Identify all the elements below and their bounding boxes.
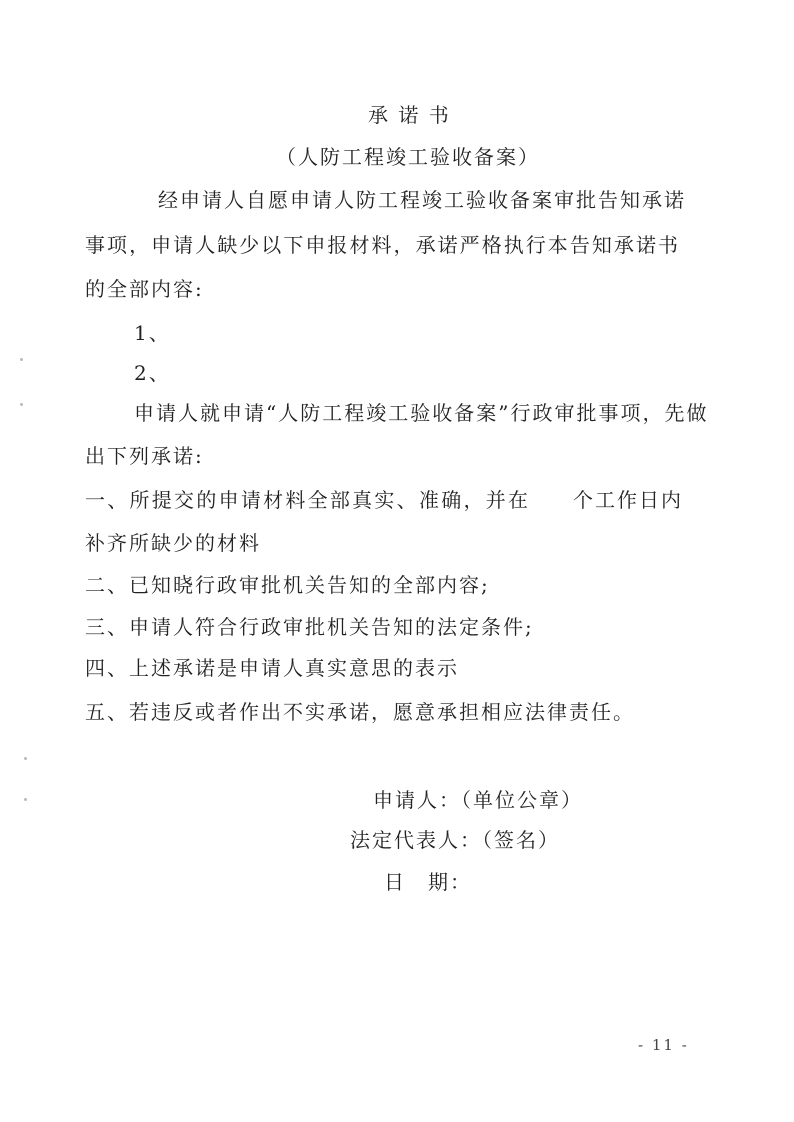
document-title: 承 诺 书	[368, 103, 451, 127]
promise-2: 二、已知晓行政审批机关告知的全部内容;	[85, 573, 490, 597]
scan-speck	[20, 403, 23, 406]
scan-speck	[24, 798, 27, 801]
material-item-1: 1、	[134, 321, 171, 345]
intro-line-1: 经申请人自愿申请人防工程竣工验收备案审批告知承诺	[158, 188, 686, 212]
promise-1-part-c: 补齐所缺少的材料	[85, 531, 261, 555]
legal-representative-line: 法定代表人：（签名）	[350, 828, 560, 852]
promise-5: 五、若违反或者作出不实承诺，愿意承担相应法律责任。	[85, 700, 635, 724]
applicant-seal-line: 申请人：（单位公章）	[373, 788, 583, 812]
statement-line-1: 申请人就申请“人防工程竣工验收备案”行政审批事项，先做	[134, 401, 709, 425]
promise-3: 三、申请人符合行政审批机关告知的法定条件;	[85, 615, 534, 639]
intro-line-3: 的全部内容:	[85, 277, 204, 301]
scan-speck	[20, 358, 23, 361]
document-subtitle: （人防工程竣工验收备案）	[276, 145, 540, 169]
promise-4: 四、上述承诺是申请人真实意思的表示	[85, 656, 459, 680]
scan-speck	[24, 757, 27, 760]
promise-1-part-b: 个工作日内	[573, 488, 683, 512]
promise-1-part-a: 一、所提交的申请材料全部真实、准确，并在	[85, 488, 530, 512]
material-item-2: 2、	[134, 361, 171, 385]
page-number: - 11 -	[638, 1036, 689, 1054]
intro-line-2: 事项，申请人缺少以下申报材料，承诺严格执行本告知承诺书	[85, 233, 680, 257]
statement-line-2: 出下列承诺:	[85, 444, 204, 468]
date-line: 日 期：	[384, 870, 472, 894]
